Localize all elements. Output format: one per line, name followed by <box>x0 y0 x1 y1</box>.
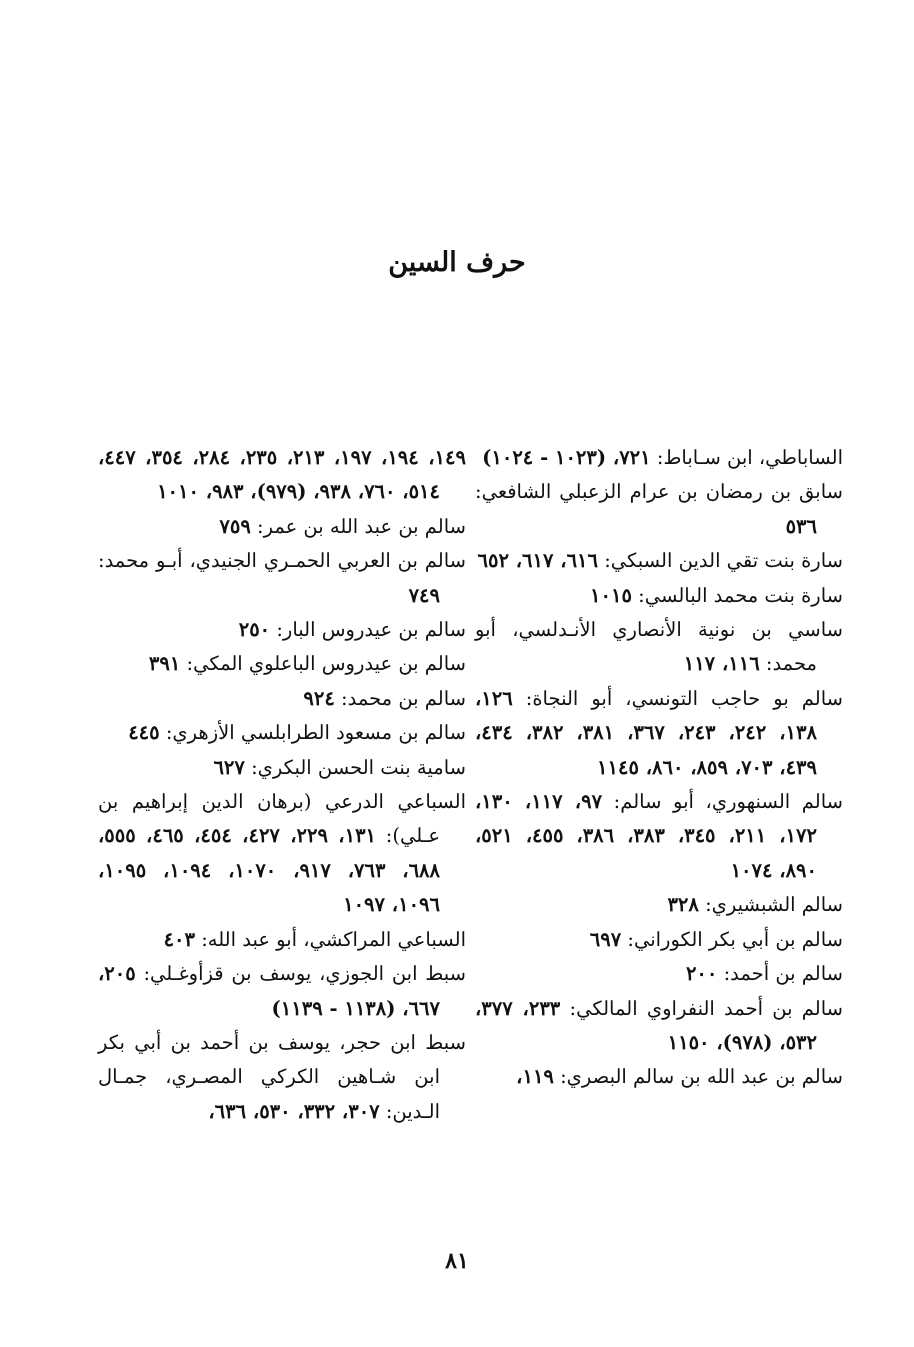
entry-page-refs: ٢٣٣، ٣٧٧، ٥٣٢، (٩٧٨)، ١١٥٠ <box>475 996 817 1054</box>
entry-name: سارة بنت تقي الدين السبكي: <box>604 549 843 573</box>
entry-name: سبط ابن حجر، يوسف بن أحمد بن أبي بكر ابن شـاهين الكركي المصـري، جمـال الـدين: <box>98 1030 466 1123</box>
entry-name: سالم الشبشيري: <box>705 893 843 917</box>
index-entry <box>98 751 466 785</box>
index-entry <box>98 682 466 716</box>
index-column-left <box>98 441 466 1129</box>
index-entry <box>475 785 843 888</box>
entry-page-refs: ١٠١٥ <box>590 583 632 607</box>
index-entry <box>98 510 466 544</box>
entry-page-refs: ٧٥٩ <box>219 514 251 538</box>
index-entry <box>98 957 466 1026</box>
entry-page-refs: ٩٢٤ <box>303 686 335 710</box>
index-entry <box>475 682 843 785</box>
entry-name: سالم بن مسعود الطرابلسي الأزهري: <box>165 721 466 745</box>
index-entry <box>98 647 466 681</box>
entry-name: السباعي الدرعي (برهان الدين إبراهيم بن عـلي): <box>98 790 466 848</box>
entry-name: الساباطي، ابن سـاباط: <box>656 446 843 469</box>
entry-page-refs: ٥٣٦ <box>785 514 817 538</box>
entry-page-refs: ١٢٦، ١٣٨، ٢٤٢، ٢٤٣، ٣٦٧، ٣٨١، ٣٨٢، ٤٣٤، ٤٣٩، ٧٠٣، ٨٥٩، ٨٦٠، ١١٤٥ <box>475 686 817 779</box>
entry-name: سالم بن عبد الله بن عمر: <box>257 514 466 538</box>
index-entry <box>98 613 466 647</box>
entry-name: ساسي بن نونية الأنصاري الأنـدلسي، أبو محمد: <box>475 618 843 676</box>
entry-page-refs: ٣٢٨ <box>667 893 699 917</box>
entry-page-refs: ٣٩١ <box>148 652 181 676</box>
index-entry <box>475 475 843 544</box>
index-entry <box>475 544 843 578</box>
index-entry <box>475 613 843 682</box>
index-entry <box>475 579 843 613</box>
entry-page-refs: ٢٠٥، ٦٦٧، (١١٣٨ - ١١٣٩) <box>98 962 440 1020</box>
entry-page-refs: ٦٩٧ <box>589 927 622 951</box>
entry-name: سالم بن أبي بكر الكوراني: <box>627 927 843 951</box>
index-entry <box>475 1060 843 1094</box>
index-entry <box>98 785 466 923</box>
index-entry <box>98 923 466 957</box>
entry-name: السباعي المراكشي، أبو عبد الله: <box>201 927 466 951</box>
index-entry <box>475 957 843 991</box>
entry-page-refs: ٩٧، ١١٧، ١٣٠، ١٧٢، ٢١١، ٣٤٥، ٣٨٣، ٣٨٦، ٤٥٥، ٥٢١، ٨٩٠، ١٠٧٤ <box>475 790 817 882</box>
entry-page-refs: ٣٠٧، ٣٣٢، ٥٣٠، ٦٣٦، <box>208 1099 380 1123</box>
entry-page-refs: ١٣١، ٢٢٩، ٤٢٧، ٤٥٤، ٤٦٥، ٥٥٥، ٦٨٨، ٧٦٣، ٩١٧، ١٠٧٠، ١٠٩٤، ١٠٩٥، ١٠٩٦، ١٠٩٧ <box>98 824 440 917</box>
page-number: ٨١ <box>445 1248 469 1274</box>
entry-page-refs: ٧٢١، (١٠٢٣ - ١٠٢٤) <box>482 446 651 469</box>
index-entry <box>98 544 466 613</box>
index-entry <box>475 888 843 922</box>
index-entry <box>475 992 843 1061</box>
entry-page-refs: ٦٢٧ <box>213 755 245 779</box>
entry-name: سالم بن عبد الله بن سالم البصري: <box>560 1065 843 1089</box>
entry-name: سالم بن أحمد: <box>723 962 843 986</box>
entry-page-refs: ١١٦، ١١٧ <box>683 652 760 676</box>
entry-name: سالم بو حاجب التونسي، أبو النجاة: <box>525 686 843 710</box>
entry-page-refs: ٤٤٥ <box>128 721 160 745</box>
entry-page-refs: ١١٩، <box>516 1065 554 1089</box>
index-entry <box>98 1026 466 1129</box>
entry-page-refs: ٢٥٠ <box>238 618 271 642</box>
entry-name: سالم بن عيدروس البار: <box>276 618 466 642</box>
entry-page-refs: ٧٤٩ <box>408 583 440 607</box>
index-entry <box>98 716 466 750</box>
entry-page-refs: ١٤٩، ١٩٤، ١٩٧، ٢١٣، ٢٣٥، ٢٨٤، ٣٥٤، ٤٤٧، ٥١٤، ٧٦٠، ٩٣٨، (٩٧٩)، ٩٨٣، ١٠١٠ <box>98 446 466 504</box>
index-entry-continued <box>98 441 466 510</box>
entry-name: سالم السنهوري، أبو سالم: <box>613 790 843 814</box>
entry-name: سالم بن عيدروس الباعلوي المكي: <box>186 652 466 676</box>
entry-name: سالم بن محمد: <box>341 686 466 710</box>
entry-page-refs: ٦١٦، ٦١٧، ٦٥٢ <box>477 549 598 573</box>
entry-page-refs: ٤٠٣ <box>163 927 195 951</box>
entry-page-refs: ٢٠٠ <box>685 962 718 986</box>
entry-name: سابق بن رمضان بن عرام الزعبلي الشافعي: <box>475 480 843 504</box>
section-title: حرف السين <box>388 247 526 278</box>
entry-name: سبط ابن الجوزي، يوسف بن قزأوغـلي: <box>143 962 466 986</box>
index-entry <box>475 441 843 475</box>
entry-name: سامية بنت الحسن البكري: <box>251 755 466 779</box>
entry-name: سارة بنت محمد البالسي: <box>638 583 843 607</box>
index-entry <box>475 923 843 957</box>
index-column-right <box>475 441 843 1095</box>
entry-name: سالم بن أحمد النفراوي المالكي: <box>569 996 843 1020</box>
entry-name: سالم بن العربي الحمـري الجنيدي، أبـو محمد: <box>98 549 466 573</box>
